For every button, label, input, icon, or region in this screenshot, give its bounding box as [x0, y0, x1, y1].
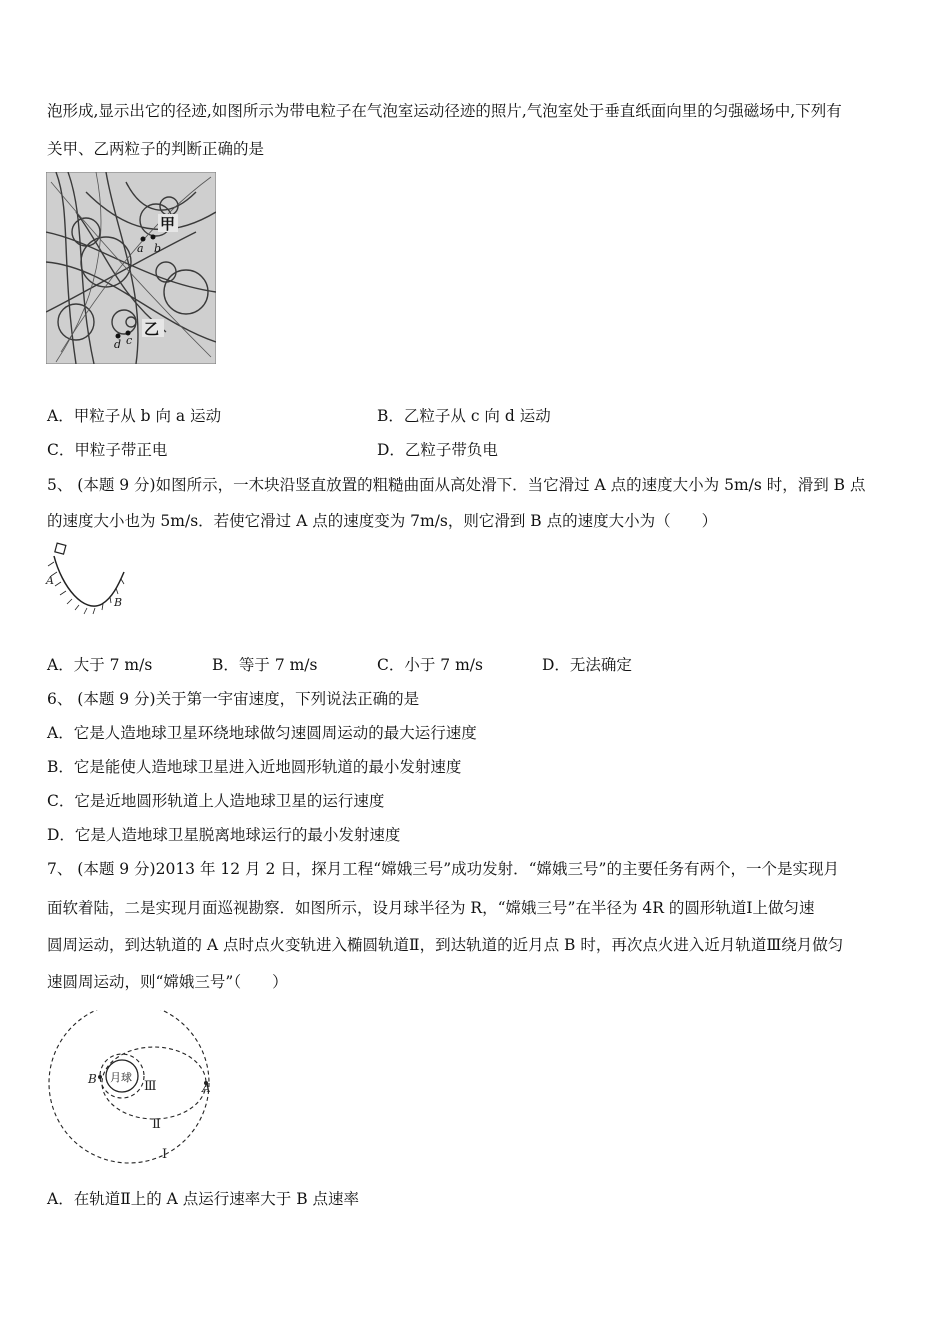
q6-option-c: C．它是近地圆形轨道上人造地球卫星的运行速度 — [47, 792, 385, 810]
intro-line-2: 关甲、乙两粒子的判断正确的是 — [47, 140, 265, 158]
label-jia: 甲 — [160, 215, 176, 233]
point-a-dot — [141, 237, 146, 242]
label-b: b — [154, 242, 162, 255]
point-b-dot — [151, 235, 156, 240]
intro-line-1: 泡形成,显示出它的径迹,如图所示为带电粒子在气泡室运动径迹的照片,气泡室处于垂直纸面向里的匀强磁场中,下列有 — [47, 102, 842, 120]
q4-option-d: D．乙粒子带负电 — [377, 441, 498, 459]
label-a: a — [137, 242, 144, 255]
point-a-label: A — [46, 574, 54, 587]
bubble-chamber-figure — [46, 172, 216, 364]
q6-option-a: A．它是人造地球卫星环绕地球做匀速圆周运动的最大运行速度 — [47, 724, 477, 742]
label-d: d — [114, 338, 122, 351]
q5-option-d: D．无法确定 — [542, 656, 632, 674]
q5-stem-line-1: 5、 (本题 9 分)如图所示，一木块沿竖直放置的粗糙曲面从高处滑下．当它滑过 A 点的速度大小为 5m/s 时，滑到 B 点 — [47, 476, 866, 494]
q5-option-a: A．大于 7 m/s — [47, 656, 153, 674]
q5-option-c: C．小于 7 m/s — [377, 656, 483, 674]
q7-stem-line-4: 速圆周运动，则“嫦娥三号”（ ） — [47, 973, 288, 991]
q4-option-a: A．甲粒子从 b 向 a 运动 — [47, 407, 222, 425]
q6-stem: 6、 (本题 9 分)关于第一宇宙速度，下列说法正确的是 — [47, 690, 420, 708]
point-b-label: B — [114, 596, 123, 609]
orbit-1-label: Ⅰ — [162, 1147, 168, 1162]
point-b-label: B — [88, 1072, 97, 1086]
q7-stem-line-3: 圆周运动，到达轨道的 A 点时点火变轨进入椭圆轨道Ⅱ，到达轨道的近月点 B 时，再次点火进入近月轨道Ⅲ绕月做匀 — [47, 936, 844, 954]
q5-option-b: B．等于 7 m/s — [212, 656, 318, 674]
q6-option-d: D．它是人造地球卫星脱离地球运行的最小发射速度 — [47, 826, 401, 844]
q4-option-b: B．乙粒子从 c 向 d 运动 — [377, 407, 551, 425]
q5-stem-line-2: 的速度大小也为 5m/s．若使它滑过 A 点的速度变为 7m/s，则它滑到 B 点的速度大小为（ ） — [47, 512, 718, 530]
q7-stem-line-2: 面软着陆，二是实现月面巡视勘察．如图所示，设月球半径为 R，“嫦娥三号”在半径为 4R 的圆形轨道Ⅰ上做匀速 — [47, 899, 815, 917]
lunar-orbit-figure — [44, 1010, 224, 1166]
curved-track-figure — [44, 542, 130, 620]
q7-stem-line-1: 7、 (本题 9 分)2013 年 12 月 2 日，探月工程“嫦娥三号”成功发射．“嫦娥三号”的主要任务有两个，一个是实现月 — [47, 860, 839, 878]
point-b-dot — [98, 1075, 102, 1079]
orbit-3-label: Ⅲ — [144, 1079, 157, 1094]
label-c: c — [126, 334, 133, 347]
q4-option-c: C．甲粒子带正电 — [47, 441, 168, 459]
orbit-2-label: Ⅱ — [152, 1117, 161, 1132]
moon-label: 月球 — [110, 1071, 132, 1084]
point-a-label: A — [202, 1081, 211, 1095]
q6-option-b: B．它是能使人造地球卫星进入近地圆形轨道的最小发射速度 — [47, 758, 462, 776]
label-yi: 乙 — [144, 320, 160, 338]
q7-option-a: A．在轨道Ⅱ上的 A 点运行速率大于 B 点速率 — [47, 1190, 360, 1208]
wooden-block — [55, 543, 66, 554]
